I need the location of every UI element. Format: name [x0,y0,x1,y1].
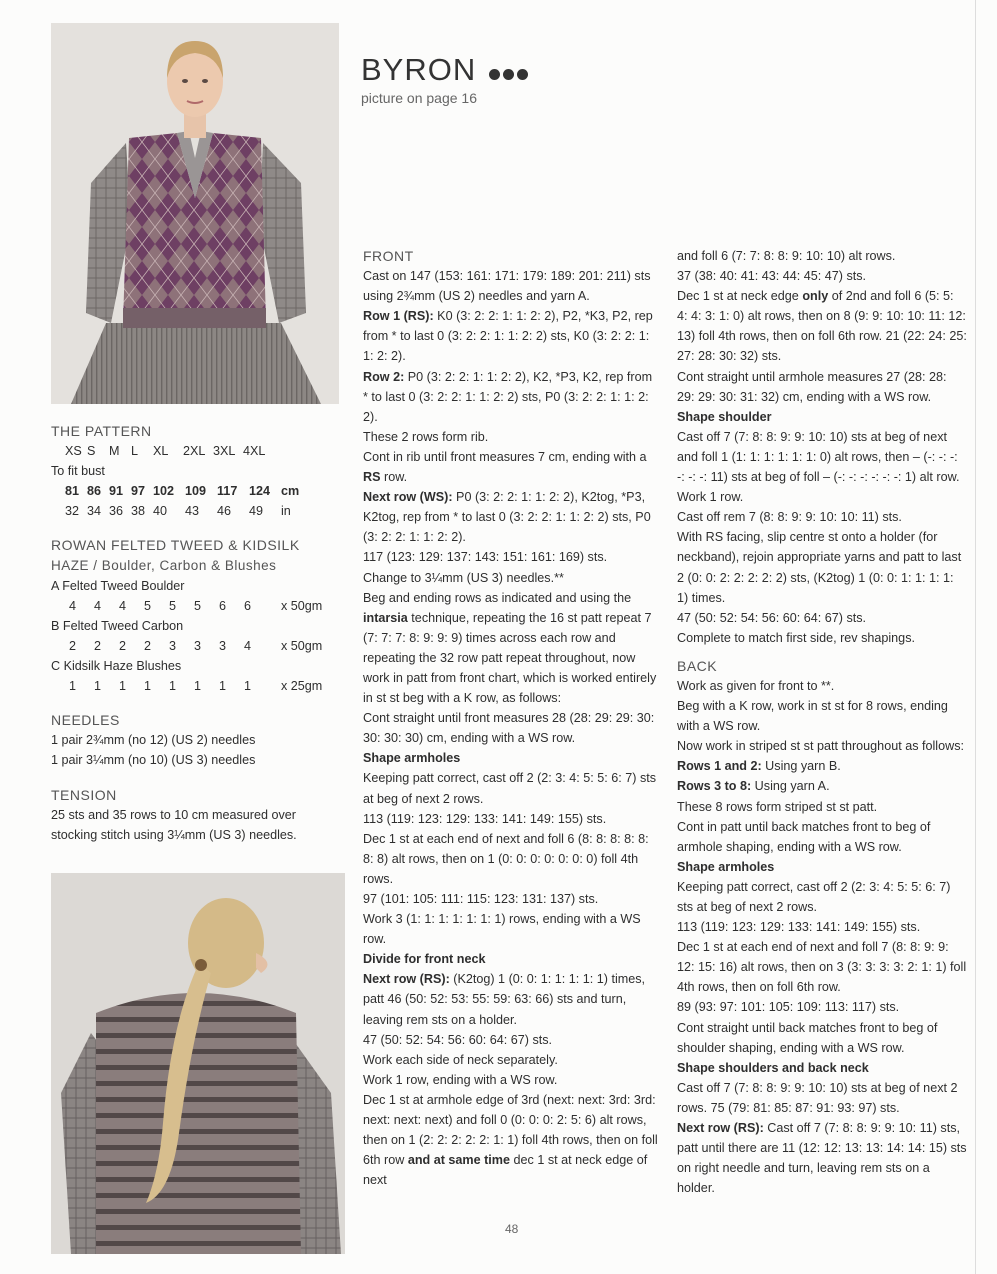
instruction-text: Work 1 row, ending with a WS row. [363,1072,558,1087]
instruction-text: These 2 rows form rib. [363,429,489,444]
difficulty-dots [489,67,531,85]
instruction-text: Cont in patt until back matches front to beg of armhole shaping, ending with a WS row. [677,819,931,854]
bust-in-value: 43 [185,504,200,519]
instruction-text: Next row (RS): Cast off 7 (7: 8: 8: 9: 9: 10: 11) sts, patt until there are 11 (12: 12: 13: 13: 14: 14: 15) sts on right needle and turn, leaving rem sts on a holder. [677,1121,967,1196]
instruction-text: 37 (38: 40: 41: 43: 44: 45: 47) sts. [677,269,867,284]
yarn-c-label: C Kidsilk Haze Blushes [51,659,182,674]
title-block [361,52,531,106]
instruction-text: Cont straight until armhole measures 27 (28: 28: 29: 29: 30: 31: 32) cm, ending with a WS row. [677,369,947,404]
yarn-c-amounts: 1 1 1 1 1 1 1 1 x 25gm [69,679,323,694]
instruction-text: Rows 1 and 2: Using yarn B. [677,759,841,774]
instruction-text: These 8 rows form striped st st patt. [677,799,878,814]
instruction-text: Change to 3¼mm (US 3) needles.** [363,570,564,585]
instruction-text: Cont in rib until front measures 7 cm, ending with a RS row. [363,449,647,485]
instruction-text: Work each side of neck separately. [363,1052,558,1067]
instruction-text: Dec 1 st at armhole edge of 3rd (next: next: 3rd: 3rd: next: next: next) and foll 0 (0: 0: 0: 2: 5: 6) alt rows, then on 1 (2: 2: 2: 2: 2: 1: 1) foll 4th rows, then on foll 6th row and at same time dec 1 st at neck edge of next [363,1092,658,1188]
instruction-text: Now work in striped st st patt throughout as follows: [677,739,964,754]
instruction-text: Complete to match first side, rev shapings. [677,630,915,645]
model-photo-front [51,23,339,404]
instruction-text: Keeping patt correct, cast off 2 (2: 3: 4: 5: 5: 6: 7) sts at beg of next 2 rows. [677,879,951,914]
bust-unit: in [281,504,291,519]
pattern-heading: THE PATTERN [51,423,152,439]
instruction-text: Cast off rem 7 (8: 8: 9: 9: 10: 10: 11) sts. [677,510,902,525]
instruction-text: Row 2: P0 (3: 2: 2: 1: 1: 2: 2), K2, *P3, K2, rep from * to last 0 (3: 2: 2: 1: 1: 2: 2) sts, P0 (3: 2: 2: 1: 1: 2: 2). [363,369,653,424]
subheading: Divide for front neck [363,952,486,967]
bust-cm-value: 91 [109,484,124,499]
instruction-text: Cast off 7 (7: 8: 8: 9: 9: 10: 10) sts at beg of next 2 rows. 75 (79: 81: 85: 87: 91: 93: 97) sts. [677,1080,958,1115]
bust-in-value: 36 [109,504,124,519]
size-label: XS [65,444,82,459]
bust-in-value: 40 [153,504,168,519]
tension-line: stocking stitch using 3¼mm (US 3) needles. [51,827,297,842]
pattern-title: BYRON [361,52,477,87]
instruction-text: Beg and ending rows as indicated and using the intarsia technique, repeating the 16 st patt repeat 7 (7: 7: 7: 8: 9: 9: 9) times across each row and repeating the 32 row patt repeat throughout, now work in patt from front chart, which is worked entirely in st st beg with a K row, as follows: [363,590,657,706]
instruction-text: Cont straight until back matches front to beg of shoulder shaping, ending with a WS row. [677,1020,938,1055]
instruction-text: Dec 1 st at each end of next and foll 7 (8: 8: 9: 9: 12: 15: 16) alt rows, then on 3 (3: 3: 3: 3: 2: 1: 1) foll 4th rows, then on foll 6th row. [677,940,967,995]
instruction-text: Cast on 147 (153: 161: 171: 179: 189: 201: 211) sts using 2¾mm (US 2) needles and yarn A. [363,269,651,304]
yarn-b-amounts: 2 2 2 2 3 3 3 4 x 50gm [69,638,323,653]
bust-in-value: 38 [131,504,146,519]
bust-cm-value: 117 [217,484,238,499]
bust-cm-value: 86 [87,484,102,499]
yarn-heading: ROWAN FELTED TWEED & KIDSILK [51,537,300,554]
instruction-text: Row 1 (RS): K0 (3: 2: 2: 1: 1: 2: 2), P2, *K3, P2, rep from * to last 0 (3: 2: 2: 1: 1: 2: 2) sts, K0 (3: 2: 2: 1: 1: 2: 2). [363,309,653,364]
instruction-text: 97 (101: 105: 111: 115: 123: 131: 137) sts. [363,892,599,906]
needles-line: 1 pair 3¼mm (no 10) (US 3) needles [51,753,256,768]
page-edge-rule [975,0,976,1274]
front-instructions-column [363,246,658,1190]
page-number: 48 [505,1222,519,1236]
instruction-text: Cont straight until front measures 28 (28: 29: 29: 30: 30: 30: 30) cm, ending with a WS row. [363,711,655,746]
front-heading: FRONT [363,248,414,264]
yarn-subheading: HAZE / Boulder, Carbon & Blushes [51,557,277,573]
instruction-text: Dec 1 st at each end of next and foll 6 (8: 8: 8: 8: 8: 8: 8) alt rows, then on 1 (0: 0: 0: 0: 0: 0: 0) foll 4th rows. [363,831,649,886]
instruction-text: Cast off 7 (7: 8: 8: 9: 9: 10: 10) sts at beg of next and foll 1 (1: 1: 1: 1: 1: 1: 0) alt rows, then – (-: -: -: -: -: -: 11) sts at beg of foll – (-: -: -: -: -: -: 1) alt row. [677,429,960,485]
bust-cm-value: 109 [185,484,207,499]
bust-in-row [51,501,341,521]
bust-in-value: 34 [87,504,102,519]
tension-heading: TENSION [51,786,117,803]
tension-line: 25 sts and 35 rows to 10 cm measured over [51,807,297,822]
back-instructions-column [677,246,967,1198]
bust-in-value: 49 [249,504,264,519]
instruction-text: Next row (RS): (K2tog) 1 (0: 0: 1: 1: 1: 1: 1) times, patt 46 (50: 52: 53: 55: 59: 63: 66) sts and turn, leaving rem sts on a holder. [363,972,646,1027]
picture-reference: picture on page 16 [361,90,477,106]
model-back-illustration [51,873,345,1254]
bust-unit: cm [281,484,300,499]
model-photo-back [51,873,345,1254]
bust-in-value: 32 [65,504,80,519]
bust-cm-value: 124 [249,484,271,499]
bust-cm-value: 97 [131,484,146,499]
size-label: S [87,444,96,459]
instruction-text: With RS facing, slip centre st onto a holder (for neckband), rejoin appropriate yarns and patt to last 2 (0: 0: 2: 2: 2: 2: 2) sts, (K2tog) 1 (0: 0: 1: 1: 1: 1: 1) times. [677,530,962,605]
size-label: M [109,444,120,459]
instruction-text: Rows 3 to 8: Using yarn A. [677,779,830,794]
instruction-text: Next row (WS): P0 (3: 2: 2: 1: 1: 2: 2), K2tog, *P3, K2tog, rep from * to last 0 (3: 2: 2: 1: 1: 2: 2) sts, P0 (3: 2: 2: 1: 1: 2: 2). [363,490,651,545]
instruction-text: 89 (93: 97: 101: 105: 109: 113: 117) sts. [677,1000,900,1015]
yarn-b-label: B Felted Tweed Carbon [51,618,184,633]
subheading: Shape shoulders and back neck [677,1060,869,1075]
instruction-text: 47 (50: 52: 54: 56: 60: 64: 67) sts. [677,610,867,625]
bust-cm-row [51,481,341,501]
instruction-text: Beg with a K row, work in st st for 8 rows, ending with a WS row. [677,699,948,734]
bust-cm-value: 102 [153,484,175,499]
size-label: 3XL [213,444,236,459]
size-label: 2XL [183,444,206,459]
subheading: Shape armholes [677,859,775,874]
instruction-text: Work 3 (1: 1: 1: 1: 1: 1: 1) rows, ending with a WS row. [363,912,641,947]
pattern-info-column [51,421,341,845]
model-front-illustration [51,23,339,404]
yarn-a-amounts: 4 4 4 5 5 5 6 6 x 50gm [69,598,323,613]
size-label: 4XL [243,444,266,459]
size-label: XL [153,444,169,459]
instruction-text: Dec 1 st at neck edge only of 2nd and foll 6 (5: 5: 4: 4: 3: 1: 0) alt rows, then on 8 (9: 9: 10: 10: 11: 12: 13) foll 4th rows, then on foll 6th row. 21 (22: 24: 25: 27: 28: 30: 32) sts. [677,289,967,364]
instruction-text: Work 1 row. [677,490,744,505]
instruction-text: 113 (119: 123: 129: 133: 141: 149: 155) sts. [677,920,921,935]
bust-in-value: 46 [217,504,232,519]
back-heading: BACK [677,657,718,674]
fit-label: To fit bust [51,464,105,479]
yarn-a-label: A Felted Tweed Boulder [51,578,185,593]
instruction-text: 47 (50: 52: 54: 56: 60: 64: 67) sts. [363,1032,553,1047]
instruction-text: Work as given for front to **. [677,678,835,693]
subheading: Shape shoulder [677,409,772,424]
subheading: Shape armholes [363,751,461,766]
size-label: L [131,444,139,459]
bust-cm-value: 81 [65,484,80,499]
instruction-text: 113 (119: 123: 129: 133: 141: 149: 155) sts. [363,811,607,826]
needles-line: 1 pair 2¾mm (no 12) (US 2) needles [51,733,256,748]
instruction-text: 117 (123: 129: 137: 143: 151: 161: 169) sts. [363,550,608,565]
instruction-text: Keeping patt correct, cast off 2 (2: 3: 4: 5: 5: 6: 7) sts at beg of next 2 rows. [363,771,657,806]
size-row [51,441,341,461]
instruction-text: and foll 6 (7: 7: 8: 8: 9: 10: 10) alt rows. [677,249,896,263]
needles-heading: NEEDLES [51,712,120,729]
